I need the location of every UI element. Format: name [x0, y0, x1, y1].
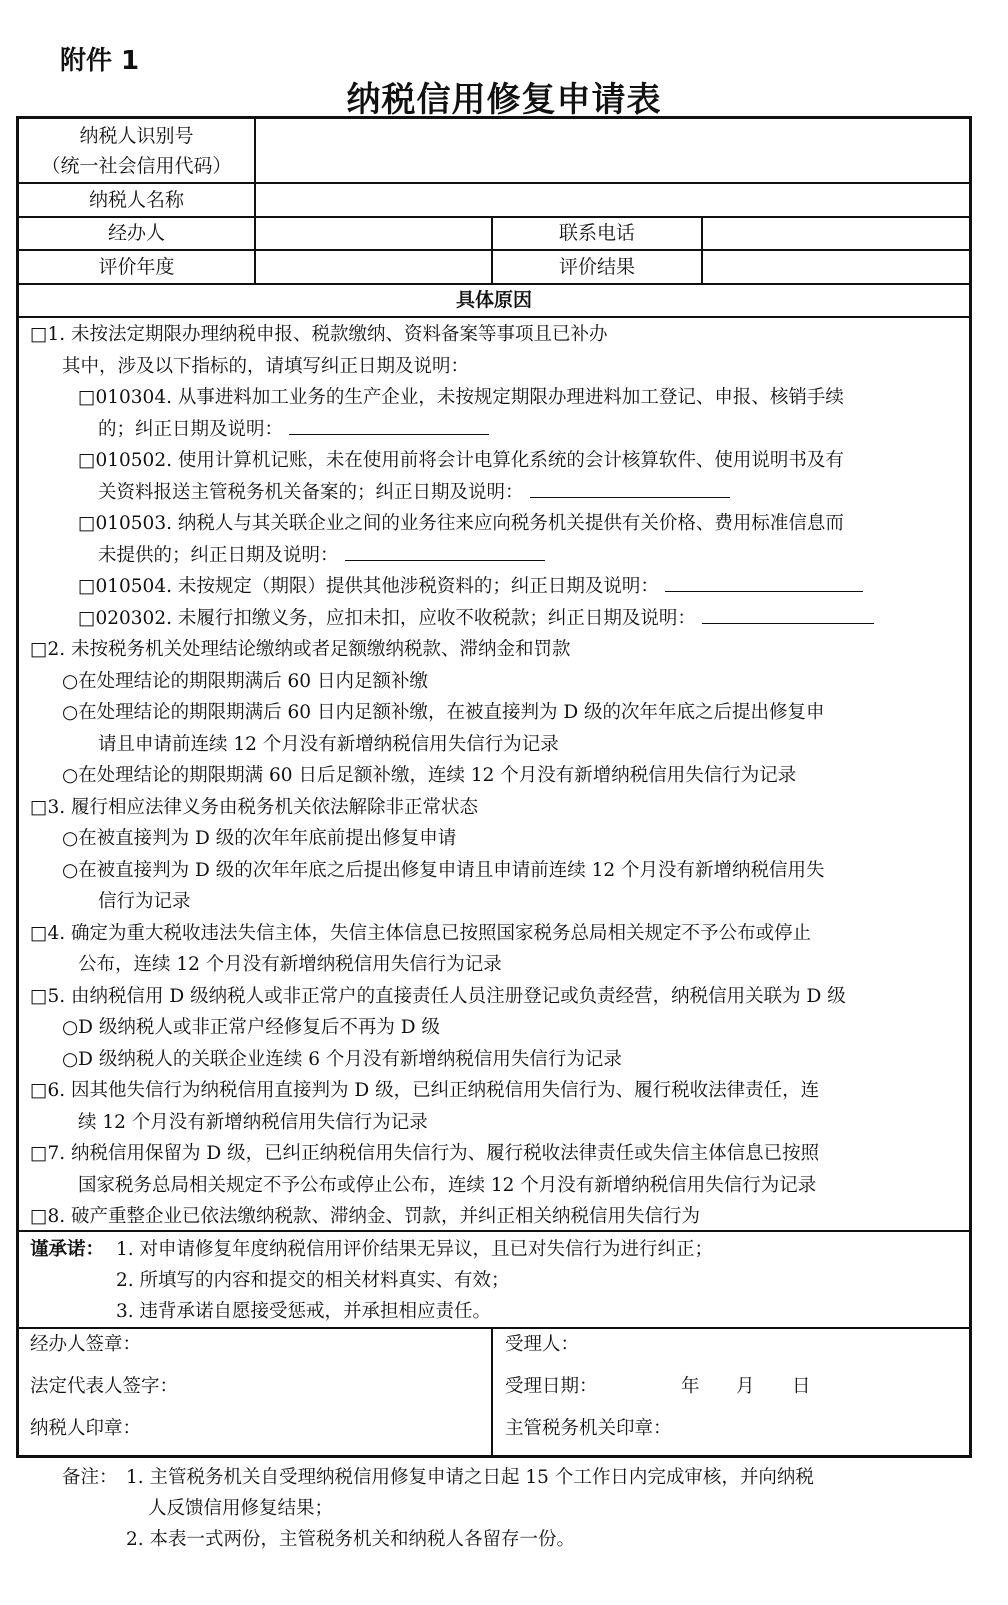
reason-line[interactable]: □5. 由纳税信用 D 级纳税人或非正常户的直接责任人员注册登记或负责经营，纳税信用关联为 D 级 [30, 985, 846, 1007]
eval-year-label: 评价年度 [98, 256, 175, 278]
row-divider [16, 316, 972, 318]
handler-field[interactable] [256, 218, 491, 249]
reason-line: 续 12 个月没有新增纳税信用失信行为记录 [78, 1111, 428, 1133]
taxpayer-id-label: 纳税人识别号 （统一社会信用代码） [41, 125, 232, 177]
reason-line[interactable]: ○D 级纳税人或非正常户经修复后不再为 D 级 [62, 1017, 440, 1038]
reason-line[interactable]: □2. 未按税务机关处理结论缴纳或者足额缴纳税款、滞纳金和罚款 [30, 639, 571, 660]
phone-field[interactable] [703, 218, 970, 249]
handler-signature[interactable]: 经办人签章： [30, 1334, 142, 1355]
legal-rep-signature[interactable]: 法定代表人签字： [30, 1376, 179, 1397]
handler-label: 经办人 [107, 222, 165, 244]
eval-result-field[interactable] [703, 251, 970, 283]
taxpayer-name-label: 纳税人名称 [88, 189, 184, 211]
reason-header: 具体原因 [455, 289, 532, 311]
reason-line[interactable]: □010503. 纳税人与其关联企业之间的业务往来应向税务机关提供有关价格、费用标准信息而 [78, 513, 844, 534]
correction-date-blank[interactable] [702, 605, 874, 624]
col-divider [491, 1327, 493, 1457]
pledge-item: 3. 违背承诺自愿接受惩戒，并承担相应责任。 [116, 1301, 492, 1322]
reason-line[interactable]: □7. 纳税信用保留为 D 级，已纠正纳税信用失信行为、履行税收法律责任或失信主体信息已按照 [30, 1143, 820, 1164]
reason-line[interactable] [78, 603, 874, 635]
taxpayer-name-field[interactable] [256, 184, 970, 216]
reason-line [98, 540, 545, 572]
reason-line: 国家税务总局相关规定不予公布或停止公布，连续 12 个月没有新增纳税信用失信行为记录 [78, 1174, 817, 1196]
pledge-item: 2. 所填写的内容和提交的相关材料真实、有效； [116, 1270, 510, 1291]
day-label: 日 [792, 1376, 811, 1397]
reason-line[interactable] [78, 571, 863, 603]
taxpayer-id-field[interactable] [256, 120, 970, 182]
reason-line[interactable]: ○D 级纳税人的关联企业连续 6 个月没有新增纳税信用失信行为记录 [62, 1048, 622, 1070]
reason-text: □020302. 未履行扣缴义务，应扣未扣，应收不收税款；纠正日期及说明： [78, 607, 696, 629]
accept-date-label: 受理日期： [505, 1376, 598, 1397]
reason-line[interactable]: ○在被直接判为 D 级的次年年底之后提出修复申请且申请前连续 12 个月没有新增纳税信用失 [62, 859, 825, 881]
note-line: 2. 本表一式两份，主管税务机关和纳税人各留存一份。 [126, 1529, 576, 1550]
taxpayer-seal[interactable]: 纳税人印章： [30, 1418, 142, 1439]
reason-line [98, 477, 730, 509]
reason-line: 其中，涉及以下指标的，请填写纠正日期及说明： [62, 355, 470, 377]
row-divider [16, 283, 972, 285]
month-label: 月 [736, 1376, 755, 1397]
reason-text: 未提供的；纠正日期及说明： [98, 544, 339, 566]
reason-line [98, 414, 489, 446]
reason-line[interactable]: □010502. 使用计算机记账，未在使用前将会计电算化系统的会计核算软件、使用说明书及有 [78, 450, 844, 471]
correction-date-blank[interactable] [345, 542, 545, 561]
reason-line[interactable]: □010304. 从事进料加工业务的生产企业，未按规定期限办理进料加工登记、申报、核销手续 [78, 387, 844, 408]
correction-date-blank[interactable] [289, 416, 489, 435]
receiver-field[interactable]: 受理人： [505, 1334, 580, 1355]
attachment-label: 附件 1 [60, 46, 140, 76]
notes-label: 备注： [62, 1467, 118, 1488]
reason-line: 请且申请前连续 12 个月没有新增纳税信用失信行为记录 [98, 733, 559, 755]
eval-year-field[interactable] [256, 251, 491, 283]
reason-line[interactable]: □3. 履行相应法律义务由税务机关依法解除非正常状态 [30, 796, 479, 818]
reason-line[interactable]: ○在处理结论的期限期满 60 日后足额补缴，连续 12 个月没有新增纳税信用失信行为记录 [62, 765, 797, 786]
reason-line[interactable]: □1. 未按法定期限办理纳税申报、税款缴纳、资料备案等事项且已补办 [30, 324, 608, 345]
authority-seal[interactable]: 主管税务机关印章： [505, 1418, 672, 1439]
reason-line: 公布，连续 12 个月没有新增纳税信用失信行为记录 [78, 954, 502, 975]
year-label: 年 [681, 1376, 700, 1397]
note-line: 人反馈信用修复结果； [148, 1498, 334, 1519]
reason-line[interactable]: □6. 因其他失信行为纳税信用直接判为 D 级，已纠正纳税信用失信行为、履行税收法律责任，连 [30, 1080, 820, 1101]
reason-text: □010504. 未按规定（期限）提供其他涉税资料的；纠正日期及说明： [78, 576, 659, 597]
reason-line[interactable]: ○在处理结论的期限期满后 60 日内足额补缴，在被直接判为 D 级的次年年底之后提出修复申 [62, 702, 825, 723]
note-line: 1. 主管税务机关自受理纳税信用修复申请之日起 15 个工作日内完成审核，并向纳税 [126, 1467, 814, 1488]
phone-label: 联系电话 [558, 222, 635, 244]
correction-date-blank[interactable] [665, 573, 863, 592]
pledge-label: 谨承诺： [30, 1239, 105, 1260]
reason-line[interactable]: ○在被直接判为 D 级的次年年底前提出修复申请 [62, 828, 457, 849]
reason-line[interactable]: □4. 确定为重大税收违法失信主体，失信主体信息已按照国家税务总局相关规定不予公布或停止 [30, 922, 812, 944]
correction-date-blank[interactable] [530, 479, 730, 498]
pledge-item: 1. 对申请修复年度纳税信用评价结果无异议，且已对失信行为进行纠正； [116, 1239, 714, 1260]
reason-line[interactable]: ○在处理结论的期限期满后 60 日内足额补缴 [62, 670, 428, 692]
reason-line[interactable]: □8. 破产重整企业已依法缴纳税款、滞纳金、罚款，并纠正相关纳税信用失信行为 [30, 1206, 701, 1227]
reason-text: 关资料报送主管税务机关备案的；纠正日期及说明： [98, 481, 524, 503]
reason-text: 的；纠正日期及说明： [98, 418, 284, 440]
form-title: 纳税信用修复申请表 [346, 80, 662, 120]
eval-result-label: 评价结果 [558, 256, 635, 278]
reason-line: 信行为记录 [98, 891, 191, 912]
